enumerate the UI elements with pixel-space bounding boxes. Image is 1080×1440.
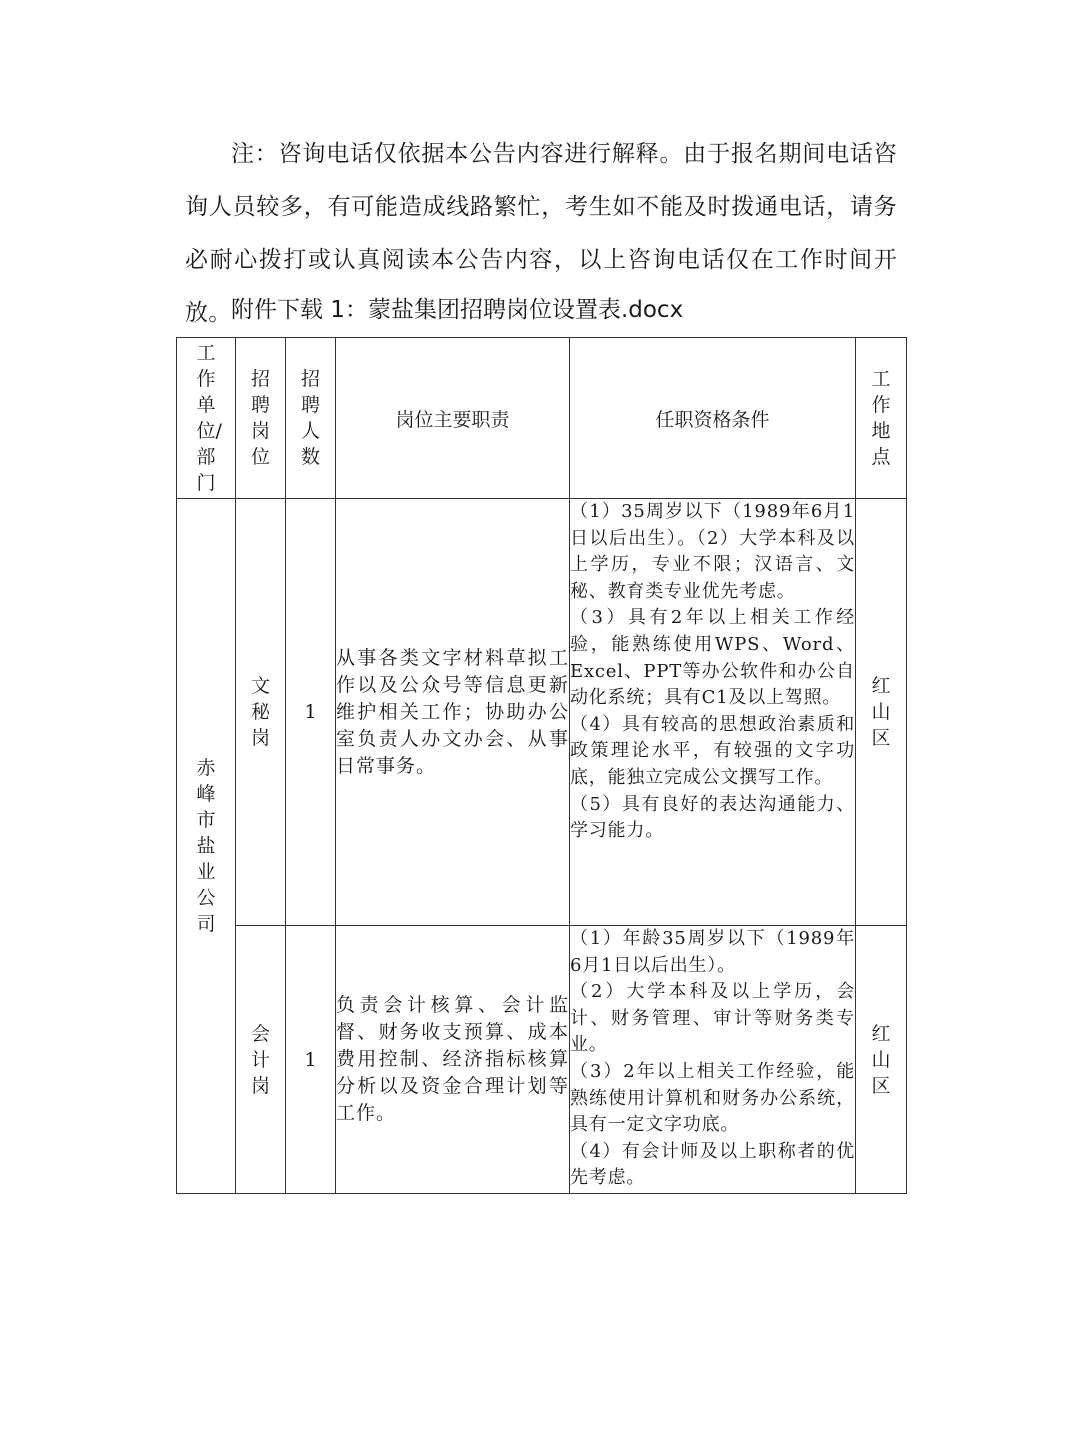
requirement-item: （3）2年以上相关工作经验，能熟练使用计算机和财务办公系统，具有一定文字功底。 xyxy=(570,1060,855,1136)
duties-cell: 从事各类文字材料草拟工作以及公众号等信息更新维护相关工作；协助办公室负责人办文办会、从事日常事务。 xyxy=(336,499,570,926)
header-position: 招聘岗位 xyxy=(236,338,286,499)
header-duties: 岗位主要职责 xyxy=(336,338,570,499)
attachment-link[interactable]: 附件下载 1：蒙盐集团招聘岗位设置表.docx xyxy=(231,297,684,323)
header-unit: 工作单位/部门 xyxy=(177,338,236,499)
requirement-item: （1）35周岁以下（1989年6月1日以后出生）。（2）大学本科及以上学历，专业不限；汉语言、文秘、教育类专业优先考虑。 xyxy=(570,501,855,602)
requirements-cell xyxy=(570,926,856,1194)
table-row xyxy=(177,499,907,926)
table-header-row xyxy=(177,338,907,499)
consultation-note: 注：咨询电话仅依据本公告内容进行解释。由于报名期间电话咨询人员较多，有可能造成线路繁忙，考生如不能及时拨通电话，请务必耐心拨打或认真阅读本公告内容，以上咨询电话仅在工作时间开放。 xyxy=(185,141,897,326)
header-requirements: 任职资格条件 xyxy=(570,338,856,499)
recruitment-table xyxy=(176,337,907,1194)
header-location: 工作地点 xyxy=(856,338,907,499)
requirement-item: （4）有会计师及以上职称者的优先考虑。 xyxy=(570,1140,855,1189)
location-cell: 红山区 xyxy=(856,926,907,1194)
count-cell: 1 xyxy=(286,499,336,926)
count-cell: 1 xyxy=(286,926,336,1194)
header-count: 招聘人数 xyxy=(286,338,336,499)
unit-cell: 赤峰市盐业公司 xyxy=(177,499,236,1194)
requirement-item: （2）大学本科及以上学历，会计、财务管理、审计等财务类专业。 xyxy=(570,981,855,1056)
position-cell: 会计岗 xyxy=(236,926,286,1194)
requirement-item: （3）具有2年以上相关工作经验，能熟练使用WPS、Word、Excel、PPT等办公软件和办公自动化系统；具有C1及以上驾照。 xyxy=(570,607,855,709)
requirements-cell xyxy=(570,499,856,926)
requirement-item: （4）具有较高的思想政治素质和政策理论水平，有较强的文字功底，能独立完成公文撰写工作。 xyxy=(570,713,855,788)
table-row xyxy=(177,926,907,1194)
location-cell: 红山区 xyxy=(856,499,907,926)
requirement-item: （1）年龄35周岁以下（1989年6月1日以后出生）。 xyxy=(570,928,855,976)
position-cell: 文秘岗 xyxy=(236,499,286,926)
duties-cell: 负责会计核算、会计监督、财务收支预算、成本费用控制、经济指标核算分析以及资金合理计划等工作。 xyxy=(336,926,570,1194)
requirement-item: （5）具有良好的表达沟通能力、学习能力。 xyxy=(570,793,855,842)
